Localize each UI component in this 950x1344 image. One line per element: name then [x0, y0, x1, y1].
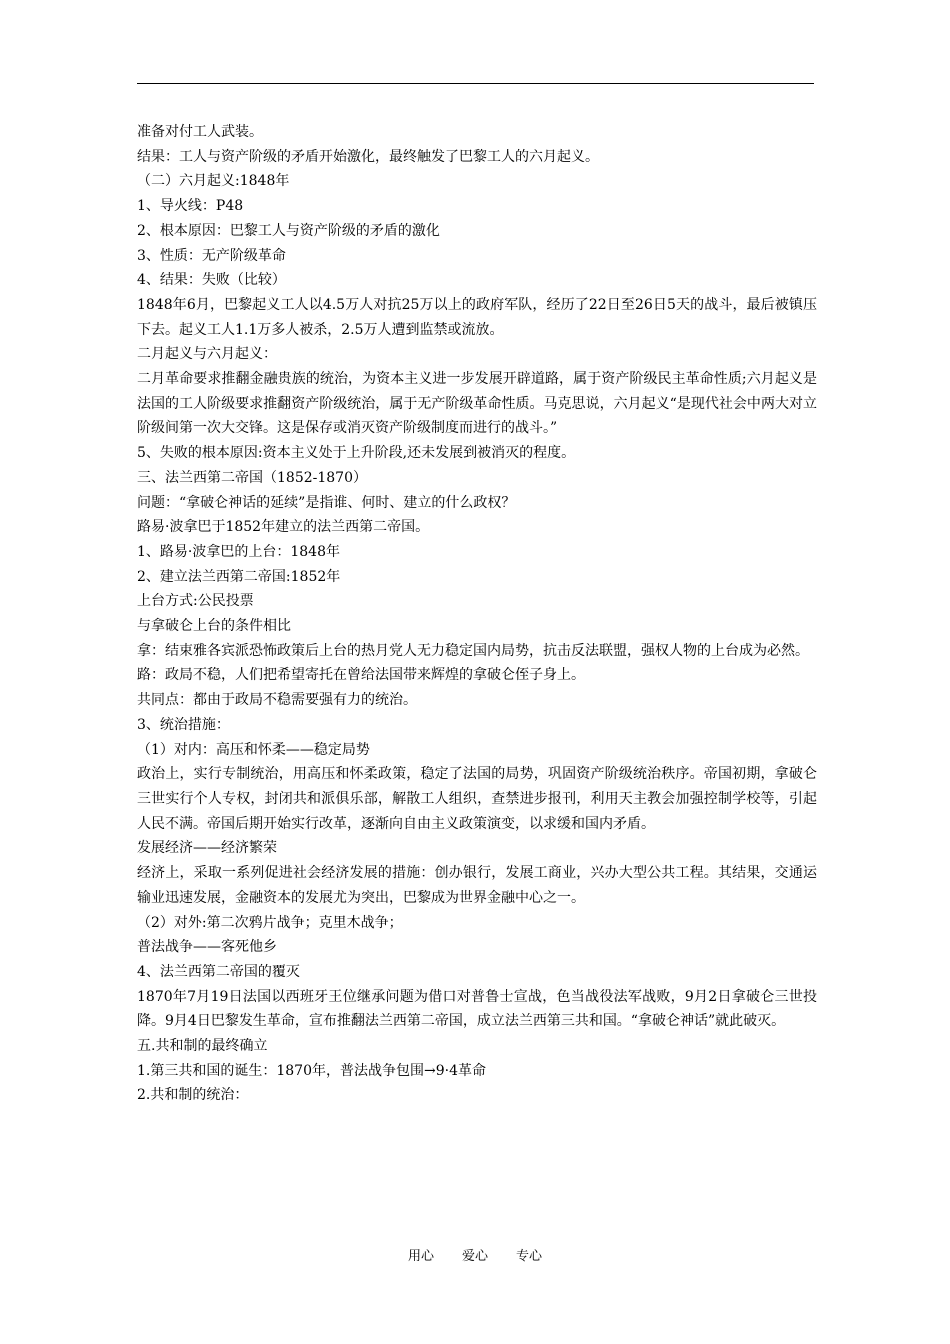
paragraph: 发展经济——经济繁荣	[137, 840, 277, 857]
paragraph: 路：政局不稳，人们把希望寄托在曾给法国带来辉煌的拿破仑侄子身上。	[137, 667, 585, 684]
paragraph: 经济上，采取一系列促进社会经济发展的措施：创办银行，发展工商业，兴办大型公共工程。其结果，交通运输业迅速发展，金融资本的发展尤为突出，巴黎成为世界金融中心之一。	[137, 865, 817, 906]
section-heading: 三、法兰西第二帝国（1852-1870）	[137, 469, 367, 486]
paragraph: 3、统治措施：	[137, 716, 230, 733]
paragraph: （1）对内：高压和怀柔——稳定局势	[137, 741, 370, 758]
paragraph: 2、根本原因：巴黎工人与资产阶级的矛盾的激化	[137, 222, 440, 239]
document-body	[137, 120, 817, 1108]
paragraph: 4、法兰西第二帝国的覆灭	[137, 963, 300, 980]
paragraph: 2.共和制的统治：	[137, 1087, 249, 1104]
paragraph: 1、导火线：P48	[137, 198, 244, 215]
paragraph: 2、建立法兰西第二帝国:1852年	[137, 568, 341, 585]
footer-item: 用心	[407, 1249, 434, 1264]
footer-item: 爱心	[461, 1249, 488, 1264]
section-heading: 五.共和制的最终确立	[137, 1038, 268, 1055]
paragraph: 结果：工人与资产阶级的矛盾开始激化，最终触发了巴黎工人的六月起义。	[137, 148, 599, 165]
paragraph: 准备对付工人武装。	[137, 124, 263, 140]
paragraph: 1.第三共和国的诞生：1870年，普法战争包围→9·4革命	[137, 1062, 486, 1079]
page-footer	[0, 1247, 950, 1267]
paragraph: 1870年7月19日法国以西班牙王位继承问题为借口对普鲁士宣战，色当战役法军战败，9月2日拿破仑三世投降。9月4日巴黎发生革命，宣布推翻法兰西第二帝国，成立法兰西第三共和国。“拿破仑神话”就此破灭。	[137, 988, 817, 1030]
footer-item: 专心	[516, 1249, 543, 1264]
paragraph: 政治上，实行专制统治，用高压和怀柔政策，稳定了法国的局势，巩固资产阶级统治秩序。帝国初期，拿破仑三世实行个人专权，封闭共和派俱乐部，解散工人组织，查禁进步报刊，利用天主教会加强控制学校等，引起人民不满。帝国后期开始实行改革，逐渐向自由主义政策演变，以求缓和国内矛盾。	[137, 766, 817, 832]
paragraph: 5、失败的根本原因:资本主义处于上升阶段,还未发展到被消灭的程度。	[137, 445, 576, 462]
paragraph: 1848年6月，巴黎起义工人以4.5万人对抗25万以上的政府军队，经历了22日至26日5天的战斗，最后被镇压下去。起义工人1.1万多人被杀，2.5万人遭到监禁或流放。	[137, 296, 817, 338]
paragraph: 二月起义与六月起义：	[137, 346, 277, 363]
paragraph: 共同点：都由于政局不稳需要强有力的统治。	[137, 692, 417, 709]
paragraph: 路易·波拿巴于1852年建立的法兰西第二帝国。	[137, 519, 430, 536]
paragraph: （2）对外:第二次鸦片战争；克里木战争；	[137, 914, 403, 931]
section-heading: （二）六月起义:1848年	[137, 173, 290, 190]
paragraph: 上台方式:公民投票	[137, 593, 254, 610]
header-rule	[137, 83, 814, 84]
paragraph: 问题：“拿破仑神话的延续”是指谁、何时、建立的什么政权？	[137, 494, 516, 511]
paragraph: 4、结果：失败（比较）	[137, 272, 286, 289]
paragraph: 与拿破仑上台的条件相比	[137, 618, 291, 635]
paragraph: 普法战争——客死他乡	[137, 939, 277, 956]
paragraph: 拿：结束雅各宾派恐怖政策后上台的热月党人无力稳定国内局势，抗击反法联盟，强权人物的上台成为必然。	[137, 642, 809, 659]
paragraph: 二月革命要求推翻金融贵族的统治，为资本主义进一步发展开辟道路，属于资产阶级民主革命性质;六月起义是法国的工人阶级要求推翻资产阶级统治，属于无产阶级革命性质。马克思说，六月起义“是现代社会中两大对立阶级间第一次大交锋。这是保存或消灭资产阶级制度而进行的战斗。”	[137, 371, 817, 437]
paragraph: 1、路易·波拿巴的上台：1848年	[137, 543, 340, 560]
paragraph: 3、性质：无产阶级革命	[137, 247, 286, 264]
